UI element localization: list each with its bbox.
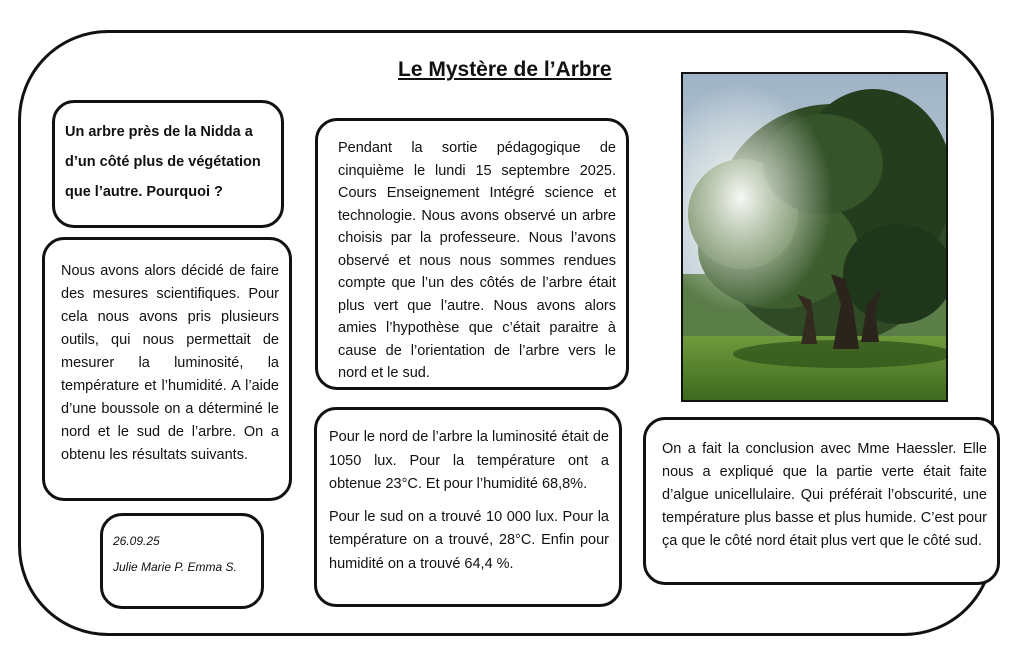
question-box xyxy=(52,100,284,228)
results-south-text: Pour le sud on a trouvé 10 000 lux. Pour la température on a trouvé, 28°C. Enfin pour humidité on a trouvé 64,4 %. xyxy=(329,508,609,572)
intro-box xyxy=(315,118,629,390)
intro-text: Pendant la sortie pédagogique de cinquième le lundi 15 septembre 2025. Cours Enseignement Intégré science et technologie. Nous avons observé un arbre choisis par la professeure. Nous l’avons observé et nous nous sommes rendues compte que l’un des côtés de l’arbre était plus vert que l’autre. Nous avons alors amies l’hypothèse que c’était paraitre à cause de l’orientation de l’arbre vers le nord et le sud. xyxy=(338,140,616,381)
page-title: Le Mystère de l’Arbre xyxy=(398,58,612,81)
tree-illustration xyxy=(683,74,946,400)
signature-authors: Julie Marie P. Emma S. xyxy=(113,560,237,574)
method-box xyxy=(42,237,292,501)
tree-photo xyxy=(681,72,948,402)
signature-date: 26.09.25 xyxy=(113,534,160,548)
signature-box xyxy=(100,513,264,609)
method-text: Nous avons alors décidé de faire des mesures scientifiques. Pour cela nous avons pris plusieurs outils, qui nous permettait de mesurer la luminosité, la température et l’humidité. A l’aide d’une boussole on a déterminé le nord et le sud de l’arbre. On a obtenu les résultats suivants. xyxy=(61,263,279,463)
results-box xyxy=(314,407,622,607)
question-text: Un arbre près de la Nidda a d’un côté plus de végétation que l’autre. Pourquoi ? xyxy=(65,124,261,200)
results-north-text: Pour le nord de l’arbre la luminosité était de 1050 lux. Pour la température ont a obtenue 23°C. Et pour l’humidité 68,8%. xyxy=(329,429,609,492)
conclusion-text: On a fait la conclusion avec Mme Haessler. Elle nous a expliqué que la partie verte était faite d’algue unicellulaire. Qui préférait l’obscurité, une température plus basse et plus humide. C’est pour ça que le côté nord était plus vert que le côté sud. xyxy=(662,441,987,549)
conclusion-box xyxy=(643,417,1000,585)
